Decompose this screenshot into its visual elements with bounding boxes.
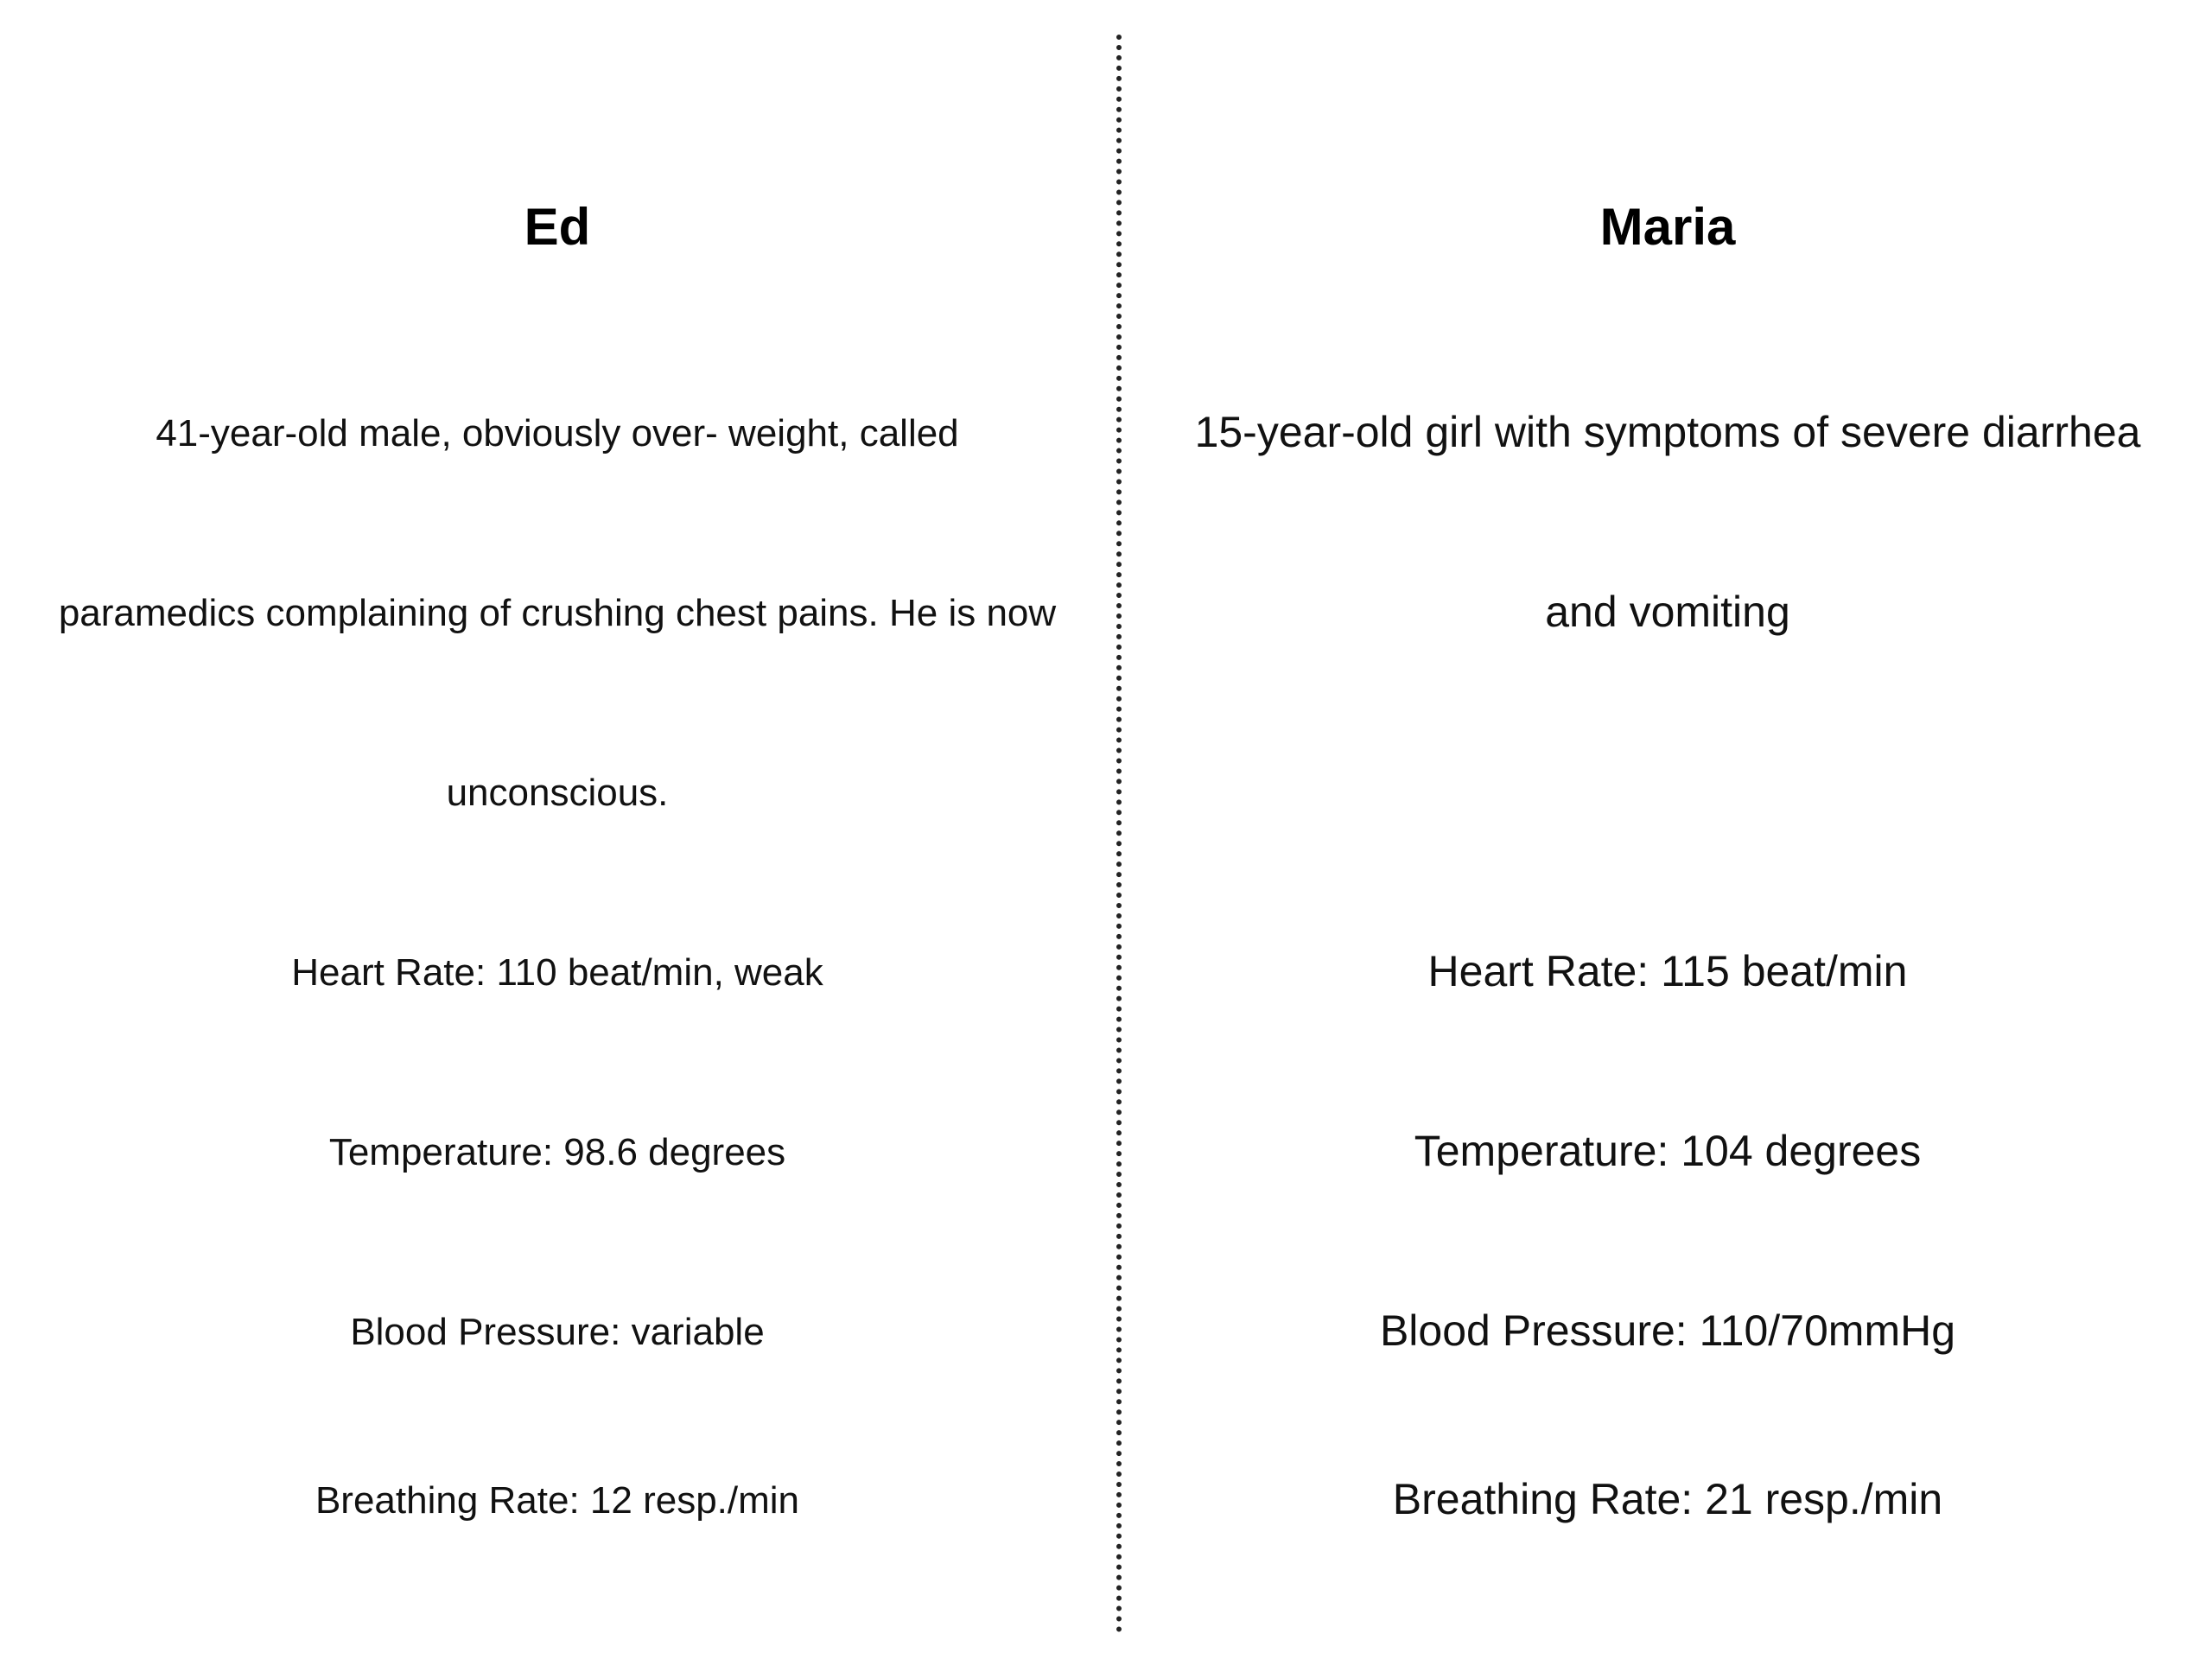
- vital-blood-pressure: Blood Pressure: 110/70mmHg: [1379, 1306, 1956, 1355]
- vital-heart-rate: Heart Rate: 115 beat/min: [1427, 947, 1908, 995]
- vital-temperature: Temperature: 104 degrees: [1414, 1127, 1922, 1175]
- vital-heart-rate: Heart Rate: 110 beat/min, weak: [291, 951, 823, 994]
- vital-temperature: Temperature: 98.6 degrees: [328, 1131, 786, 1173]
- patient-description-line: 15-year-old girl with symptoms of severe diarrhea: [1194, 408, 2141, 456]
- vital-breathing-rate: Breathing Rate: 21 resp./min: [1392, 1475, 1943, 1523]
- vital-blood-pressure: Blood Pressure: variable: [350, 1311, 765, 1353]
- dotted-divider: [1116, 35, 1122, 1633]
- patient-card-maria: [1123, 0, 2212, 1659]
- patient-description-line: unconscious.: [446, 772, 669, 814]
- patient-name: Maria: [1599, 198, 1736, 256]
- patient-name: Ed: [524, 198, 591, 256]
- patient-description-line: and vomiting: [1545, 588, 1790, 636]
- vital-breathing-rate: Breathing Rate: 12 resp./min: [315, 1479, 800, 1522]
- patient-description-line: 41-year-old male, obviously over- weight, called: [156, 412, 959, 454]
- patient-description-line: paramedics complaining of crushing chest pains. He is now: [58, 592, 1057, 634]
